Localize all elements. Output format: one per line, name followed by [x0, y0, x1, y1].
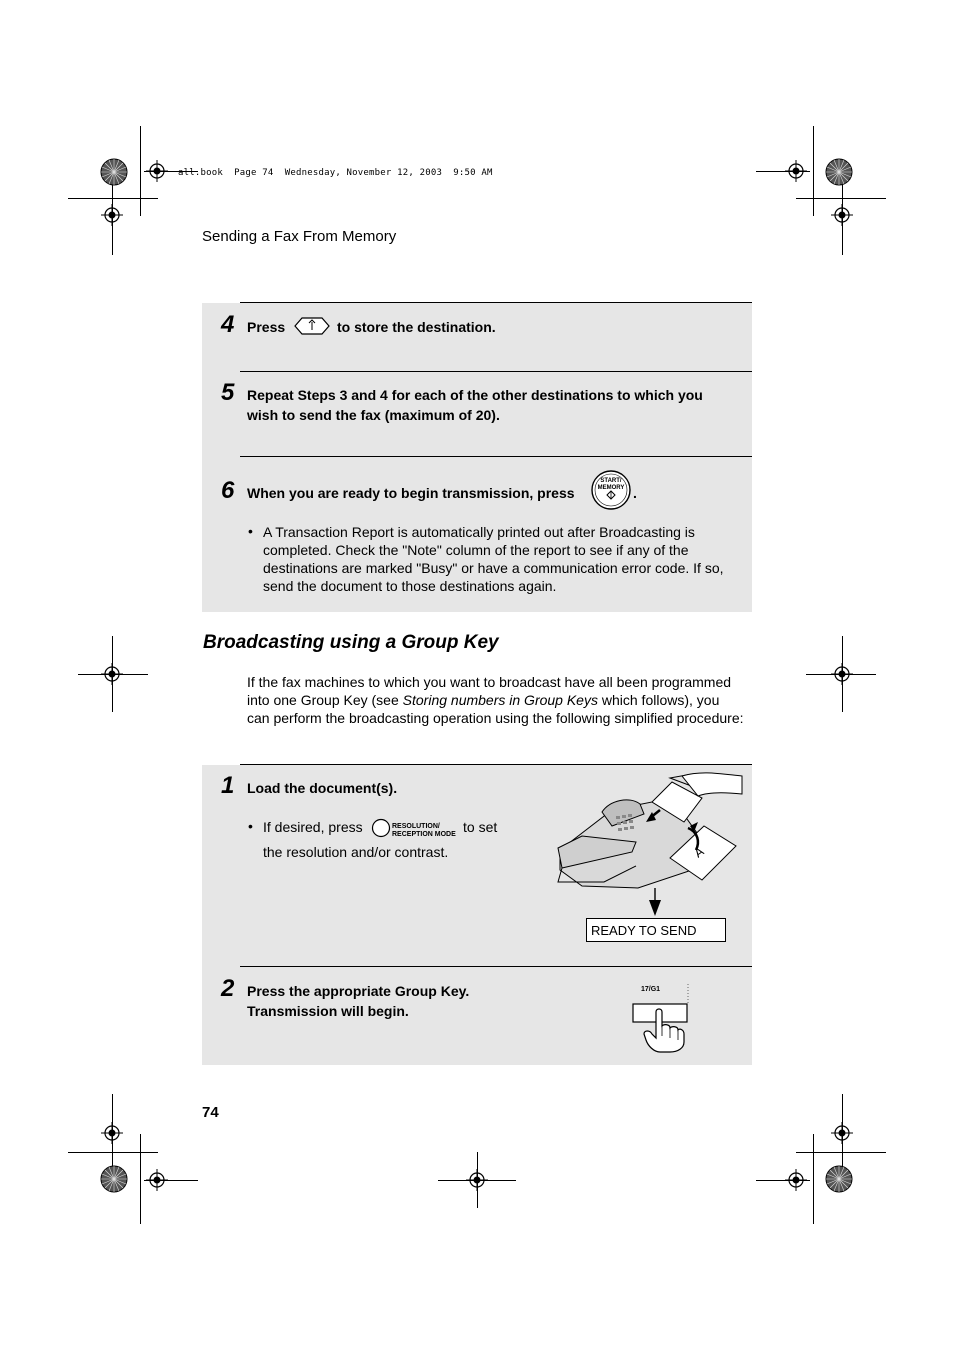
running-header: Sending a Fax From Memory: [202, 228, 397, 245]
resolution-key-label: [392, 823, 456, 839]
bullet-text-after: to set: [463, 819, 498, 835]
step-text-after: to store the destination.: [337, 319, 496, 335]
key-label-line2: RECEPTION MODE: [392, 831, 456, 838]
step-text: Repeat Steps 3 and 4 for each of the other destinations to which you wish to send the fax (maximum of 20).: [247, 387, 703, 423]
step-text: When you are ready to begin transmission, press: [247, 485, 575, 501]
divider: [240, 764, 752, 765]
step-number: 4: [221, 311, 235, 338]
divider: [240, 456, 752, 457]
intro-part1: If the fax machines to which you want to broadcast have all been programmed into one Group Key (see: [247, 674, 732, 708]
divider: [240, 966, 752, 967]
divider: [240, 371, 752, 372]
step-text: [247, 317, 285, 337]
svg-text:A: A: [691, 844, 707, 861]
intro-part2: which follows), you can perform the broadcasting operation using the following simplified procedure:: [247, 692, 744, 726]
step-text-line1: Press the appropriate Group Key.: [247, 983, 470, 999]
intro-italic: Storing numbers in Group Keys: [402, 692, 598, 708]
step-text-line2: Transmission will begin.: [247, 1003, 409, 1019]
bullet-dot: •: [248, 818, 253, 834]
speed-dial-key-icon: [293, 316, 331, 336]
fax-machine-illustration: [552, 770, 748, 920]
group-key-press-icon: [630, 982, 692, 1054]
page-number: 74: [202, 1104, 219, 1121]
bullet-text: A Transaction Report is automatically printed out after Broadcasting is completed. Check the "Note" column of the report to see if any of the destinations are marked "Busy" or have a communication error code. If so, send the document to those destinations again.: [263, 524, 724, 594]
step-number: 1: [221, 772, 235, 799]
step-number: 6: [221, 477, 235, 504]
book-info: all.book Page 74 Wednesday, November 12, 2003 9:50 AM: [178, 168, 493, 178]
start-memory-key-label: [596, 478, 626, 492]
key-label-text: START/ MEMORY: [597, 478, 625, 491]
step-text-before: Press: [247, 319, 286, 335]
bullet-text-line2: the resolution and/or contrast.: [263, 844, 449, 860]
step-text: Load the document(s).: [247, 780, 398, 796]
key-label-line1: RESOLUTION/: [392, 823, 440, 830]
bullet-text-before: If desired, press: [263, 819, 363, 835]
step-number: 5: [221, 379, 235, 406]
step-text-end: .: [633, 485, 637, 501]
divider: [240, 302, 752, 303]
step-number: 2: [221, 975, 235, 1002]
lcd-display: READY TO SEND: [586, 918, 726, 942]
resolution-key-icon: [371, 818, 391, 838]
section-title: Broadcasting using a Group Key: [203, 632, 499, 653]
group-key-label: 17/G1: [641, 986, 661, 993]
intro-paragraph: [247, 673, 745, 727]
bullet-dot: •: [248, 523, 253, 539]
